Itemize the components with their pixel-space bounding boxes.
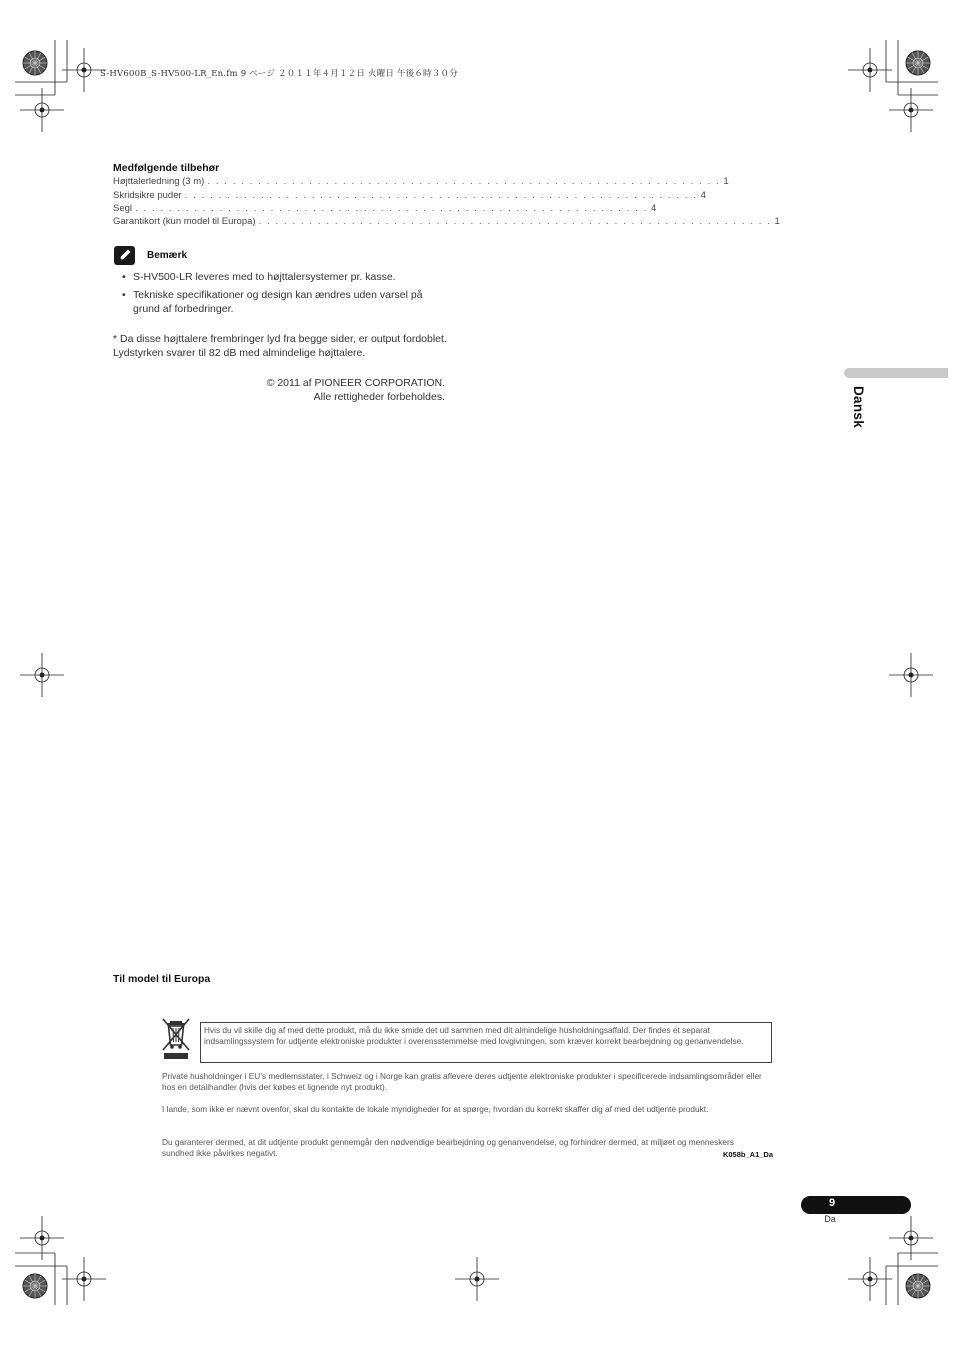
weee-paragraph: I lande, som ikke er nævnt ovenfor, skal du kontakte de lokale myndigheder for at spørge, hvordan du korrekt skaffer dig af med det udtjente produkt. [162, 1104, 709, 1114]
registration-cross-icon [889, 653, 933, 697]
leader-dots: . . . . . . . . . . . . . . . . . . . . . . . . . . . . . . . . . . . . . . . . . . . . . . . . . . . . . . . . . . . . . [258, 216, 772, 227]
accessory-qty: 1 [723, 176, 729, 187]
registration-cross-icon [455, 1257, 499, 1301]
crossed-out-bin-icon [161, 1017, 191, 1061]
page-language: Da [824, 1214, 836, 1224]
bullet-dot: • [122, 289, 126, 301]
note-label: Bemærk [147, 250, 188, 261]
copyright [200, 376, 445, 404]
accessory-item [113, 216, 780, 227]
accessory-name: Garantikort (kun model til Europa) [113, 216, 256, 227]
note-bullet: S-HV500-LR leveres med to højttalersystemer pr. kasse. [133, 271, 396, 283]
weee-paragraph: Private husholdninger i EU’s medlemsstater, i Schweiz og i Norge kan gratis aflevere deres udtjente elektroniske produkter i specificerede indsamlingsområder eller hos en detailhandler (hvis der købes et lignende nyt produkt). [162, 1071, 762, 1092]
accessory-qty: 1 [774, 216, 780, 227]
accessory-item [113, 203, 657, 214]
language-tab-label: Dansk [851, 386, 866, 429]
accessory-item [113, 176, 729, 187]
weee-paragraph: Du garanterer dermed, at dit udtjente produkt gennemgår den nødvendige bearbejdning og genanvendelse, og forhindrer dermed, at miljøet og menneskers sundhed ikke påvirkes negativt. [162, 1137, 734, 1158]
bullet-dot: • [122, 271, 126, 283]
registration-target-icon [906, 1274, 930, 1298]
accessory-qty: 4 [700, 190, 706, 201]
accessory-name: Skridsikre puder [113, 190, 182, 201]
leader-dots: . . . . . . . . . . . . . . . . . . . . . . . . . . . . . . . . . . . . . . . . . . . . . . . . . . . . . . . . . . . . . [207, 176, 721, 187]
registration-cross-icon [848, 1257, 892, 1301]
print-header: S-HV600B_S-HV500-LR_En.fm 9 ページ ２０１１年４月１２日 火曜日 午後６時３０分 [100, 69, 458, 79]
accessory-name: Segl [113, 203, 133, 214]
registration-cross-icon [848, 48, 892, 92]
accessory-qty: 4 [650, 203, 657, 214]
note-bullet: Tekniske specifikationer og design kan ændres uden varsel på grund af forbedringer. [133, 289, 423, 315]
weee-box-text: Hvis du vil skille dig af med dette produkt, må du ikke smide det ud sammen med dit almindelige husholdningsaffald. Der findes et separat indsamlingssystem for udtjente elektroniske produkter i overensstemmelse med lovgivningen, som kræver korrekt bearbejdning og genanvendelse. [204, 1025, 744, 1046]
language-tab [846, 386, 868, 436]
leader-dots: . . . . . . . . . . . . . . . . . . . . . . . . . . . . . . . . . . . . . . . . . . . . . . . . . . . . . . . . . . . . . [135, 203, 648, 214]
registration-target-icon [23, 1274, 47, 1298]
accessory-item [113, 190, 706, 201]
leader-dots: . . . . . . . . . . . . . . . . . . . . . . . . . . . . . . . . . . . . . . . . . . . . . . . . . . . . . . . . . . . . . [184, 190, 698, 201]
language-tab-bar [844, 368, 948, 378]
accessories-title: Medfølgende tilbehør [113, 162, 220, 174]
page-number: 9 [828, 1197, 836, 1209]
copyright-line: © 2011 af PIONEER CORPORATION. [266, 377, 445, 389]
document-code: K058b_A1_Da [722, 1150, 773, 1159]
accessory-name: Højttalerledning (3 m) [113, 176, 205, 187]
registration-cross-icon [20, 653, 64, 697]
footnote: * Da disse højttalere frembringer lyd fra begge sider, er output fordoblet. Lydstyrken svarer til 82 dB med almindelige højttalere. [113, 333, 447, 359]
registration-target-icon [906, 51, 930, 75]
europe-title: Til model til Europa [113, 973, 211, 985]
registration-cross-icon [62, 1257, 106, 1301]
pencil-note-icon [114, 246, 135, 265]
registration-target-icon [23, 51, 47, 75]
copyright-line: Alle rettigheder forbeholdes. [313, 391, 445, 403]
